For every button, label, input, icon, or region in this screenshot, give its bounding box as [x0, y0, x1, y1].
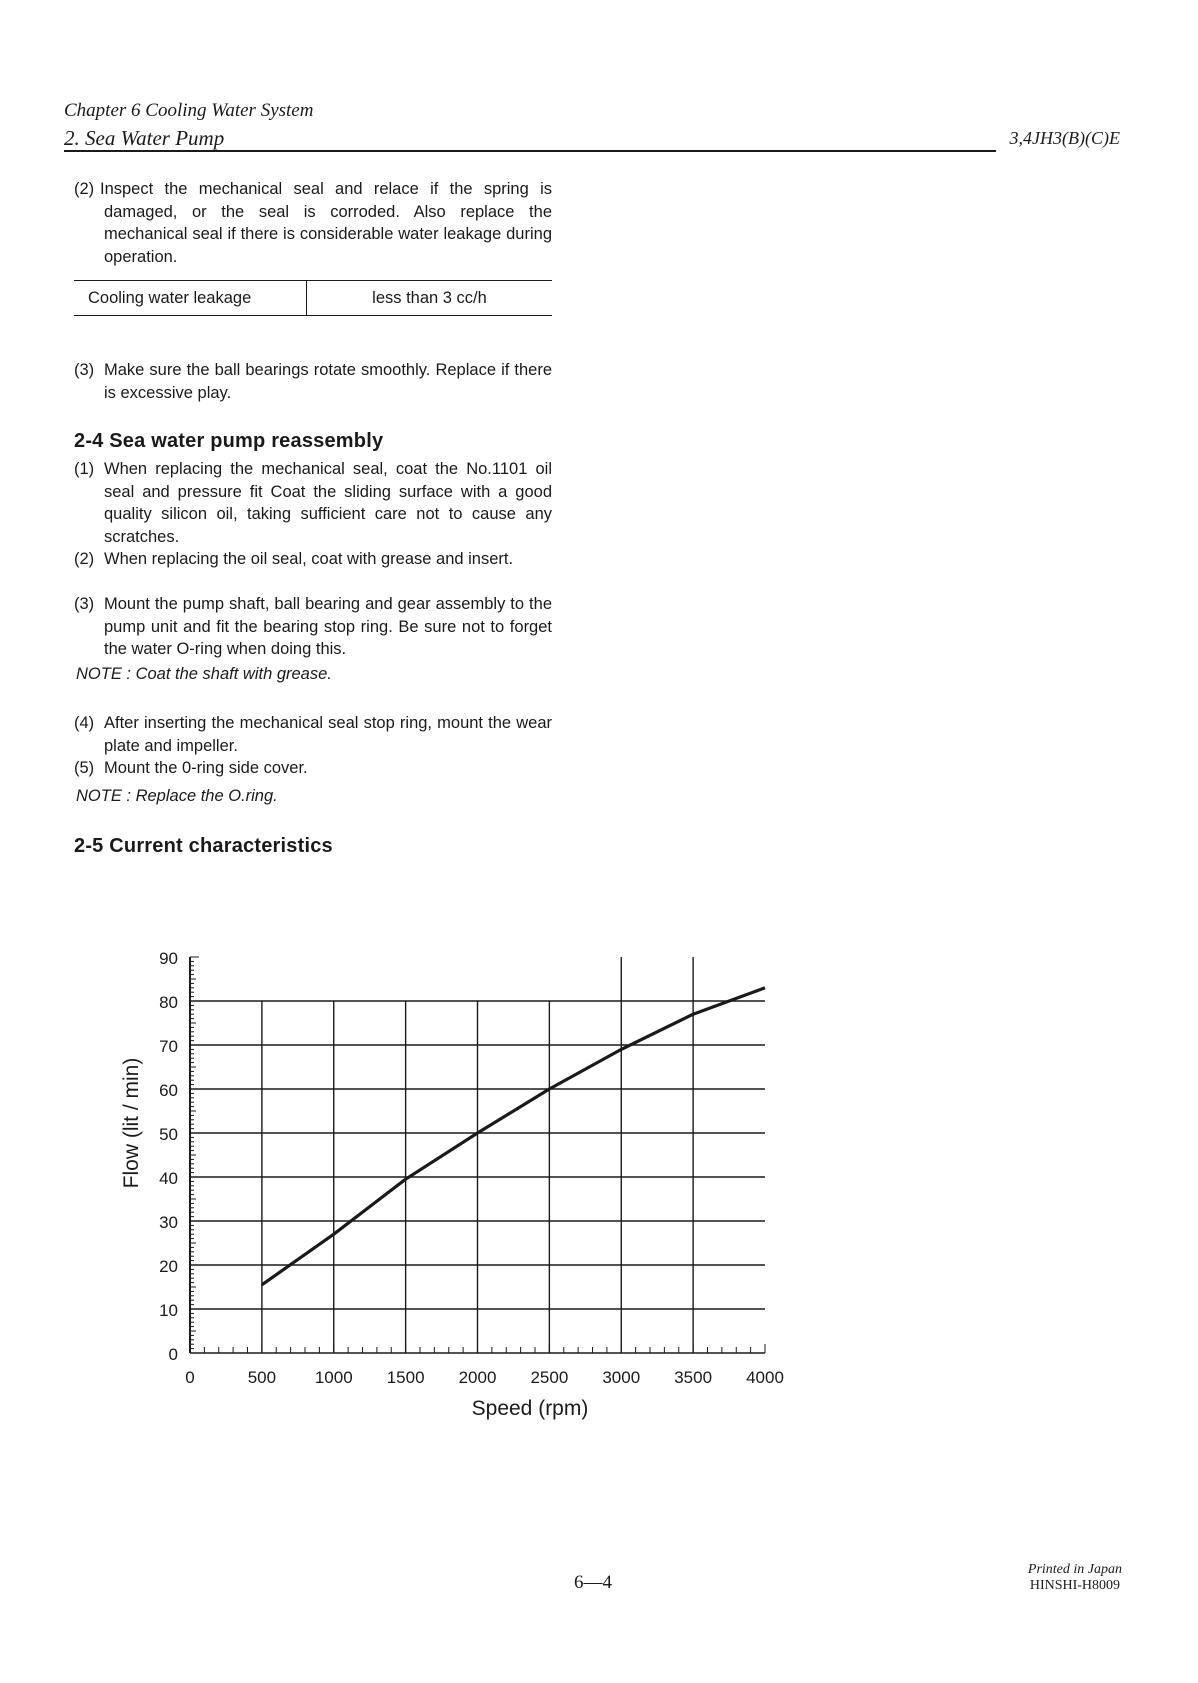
reassembly-heading: 2-4 Sea water pump reassembly — [74, 430, 384, 452]
item-text: Inspect the mechanical seal and relace if the spring is damaged, or the seal is corroded. Also replace the mechanical seal if there is considerable water leakage during operation. — [100, 180, 552, 266]
step-number: (2) — [74, 550, 95, 568]
reassembly-step-4 — [74, 712, 552, 757]
model-number: 3,4JH3(B)(C)E — [1009, 128, 1120, 148]
chart-grid — [190, 957, 765, 1353]
leakage-spec-table — [74, 280, 552, 316]
inspect-item-3 — [74, 359, 552, 404]
y-tick-label: 20 — [159, 1257, 178, 1276]
spec-value: less than 3 cc/h — [307, 281, 553, 316]
chapter-title: Chapter 6 Cooling Water System — [64, 100, 314, 121]
print-info — [1028, 1562, 1122, 1594]
step-text: Mount the 0-ring side cover. — [104, 759, 308, 777]
document-code: HINSHI-H8009 — [1029, 1578, 1121, 1593]
note-grease: NOTE : Coat the shaft with grease. — [76, 665, 332, 683]
step-number: (5) — [74, 759, 95, 777]
y-tick-label: 10 — [159, 1301, 178, 1320]
step-text: When replacing the mechanical seal, coat the No.1101 oil seal and pressure fit Coat the sliding surface with a good quality silicon oil, taking sufficient care not to cause any scratches. — [104, 460, 552, 546]
y-tick-label: 30 — [159, 1213, 178, 1232]
y-tick-label: 90 — [159, 949, 178, 968]
y-tick-label: 70 — [159, 1037, 178, 1056]
x-tick-label: 4000 — [746, 1368, 784, 1387]
step-number: (4) — [74, 714, 95, 732]
chart-series — [262, 988, 765, 1285]
reassembly-step-1 — [74, 458, 552, 548]
inspect-item-2 — [74, 178, 552, 268]
note-oring: NOTE : Replace the O.ring. — [76, 787, 278, 805]
x-tick-label: 2000 — [458, 1368, 497, 1387]
x-tick-label: 3500 — [674, 1368, 713, 1387]
item-number: (3) — [74, 361, 95, 379]
reassembly-step-5 — [74, 757, 552, 780]
step-text: Mount the pump shaft, ball bearing and gear assembly to the pump unit and fit the bearing stop ring. Be sure not to forget the water O-ring when doing this. — [104, 595, 552, 658]
section-title: 2. Sea Water Pump — [64, 126, 225, 150]
x-tick-label: 500 — [247, 1368, 277, 1387]
spec-label: Cooling water leakage — [74, 281, 307, 316]
reassembly-step-3 — [74, 593, 552, 661]
y-tick-label: 40 — [159, 1169, 178, 1188]
item-text: Make sure the ball bearings rotate smoothly. Replace if there is excessive play. — [104, 361, 552, 402]
header-rule — [64, 150, 996, 152]
characteristics-heading: 2-5 Current characteristics — [74, 835, 333, 857]
step-number: (3) — [74, 595, 95, 613]
item-number: (2) — [74, 180, 95, 198]
x-tick-label: 1500 — [386, 1368, 425, 1387]
y-tick-label: 50 — [159, 1125, 178, 1144]
x-tick-label: 0 — [185, 1368, 195, 1387]
table-row — [74, 281, 552, 316]
printed-in: Printed in Japan — [1027, 1562, 1122, 1577]
y-axis-label: Flow (lit / min) — [120, 1057, 143, 1189]
step-text: After inserting the mechanical seal stop ring, mount the wear plate and impeller. — [104, 714, 552, 755]
flow-speed-chart — [100, 905, 860, 1435]
x-tick-label: 2500 — [530, 1368, 569, 1387]
y-tick-label: 0 — [168, 1345, 178, 1364]
flow-curve — [262, 988, 765, 1285]
y-tick-label: 80 — [159, 993, 178, 1012]
x-tick-label: 1000 — [314, 1368, 353, 1387]
x-tick-label: 3000 — [602, 1368, 641, 1387]
step-number: (1) — [74, 460, 95, 478]
x-axis-label: Speed (rpm) — [471, 1397, 589, 1420]
reassembly-step-2 — [74, 548, 552, 571]
step-text: When replacing the oil seal, coat with grease and insert. — [104, 550, 514, 568]
page-number: 6—4 — [574, 1572, 612, 1593]
y-tick-label: 60 — [159, 1081, 178, 1100]
